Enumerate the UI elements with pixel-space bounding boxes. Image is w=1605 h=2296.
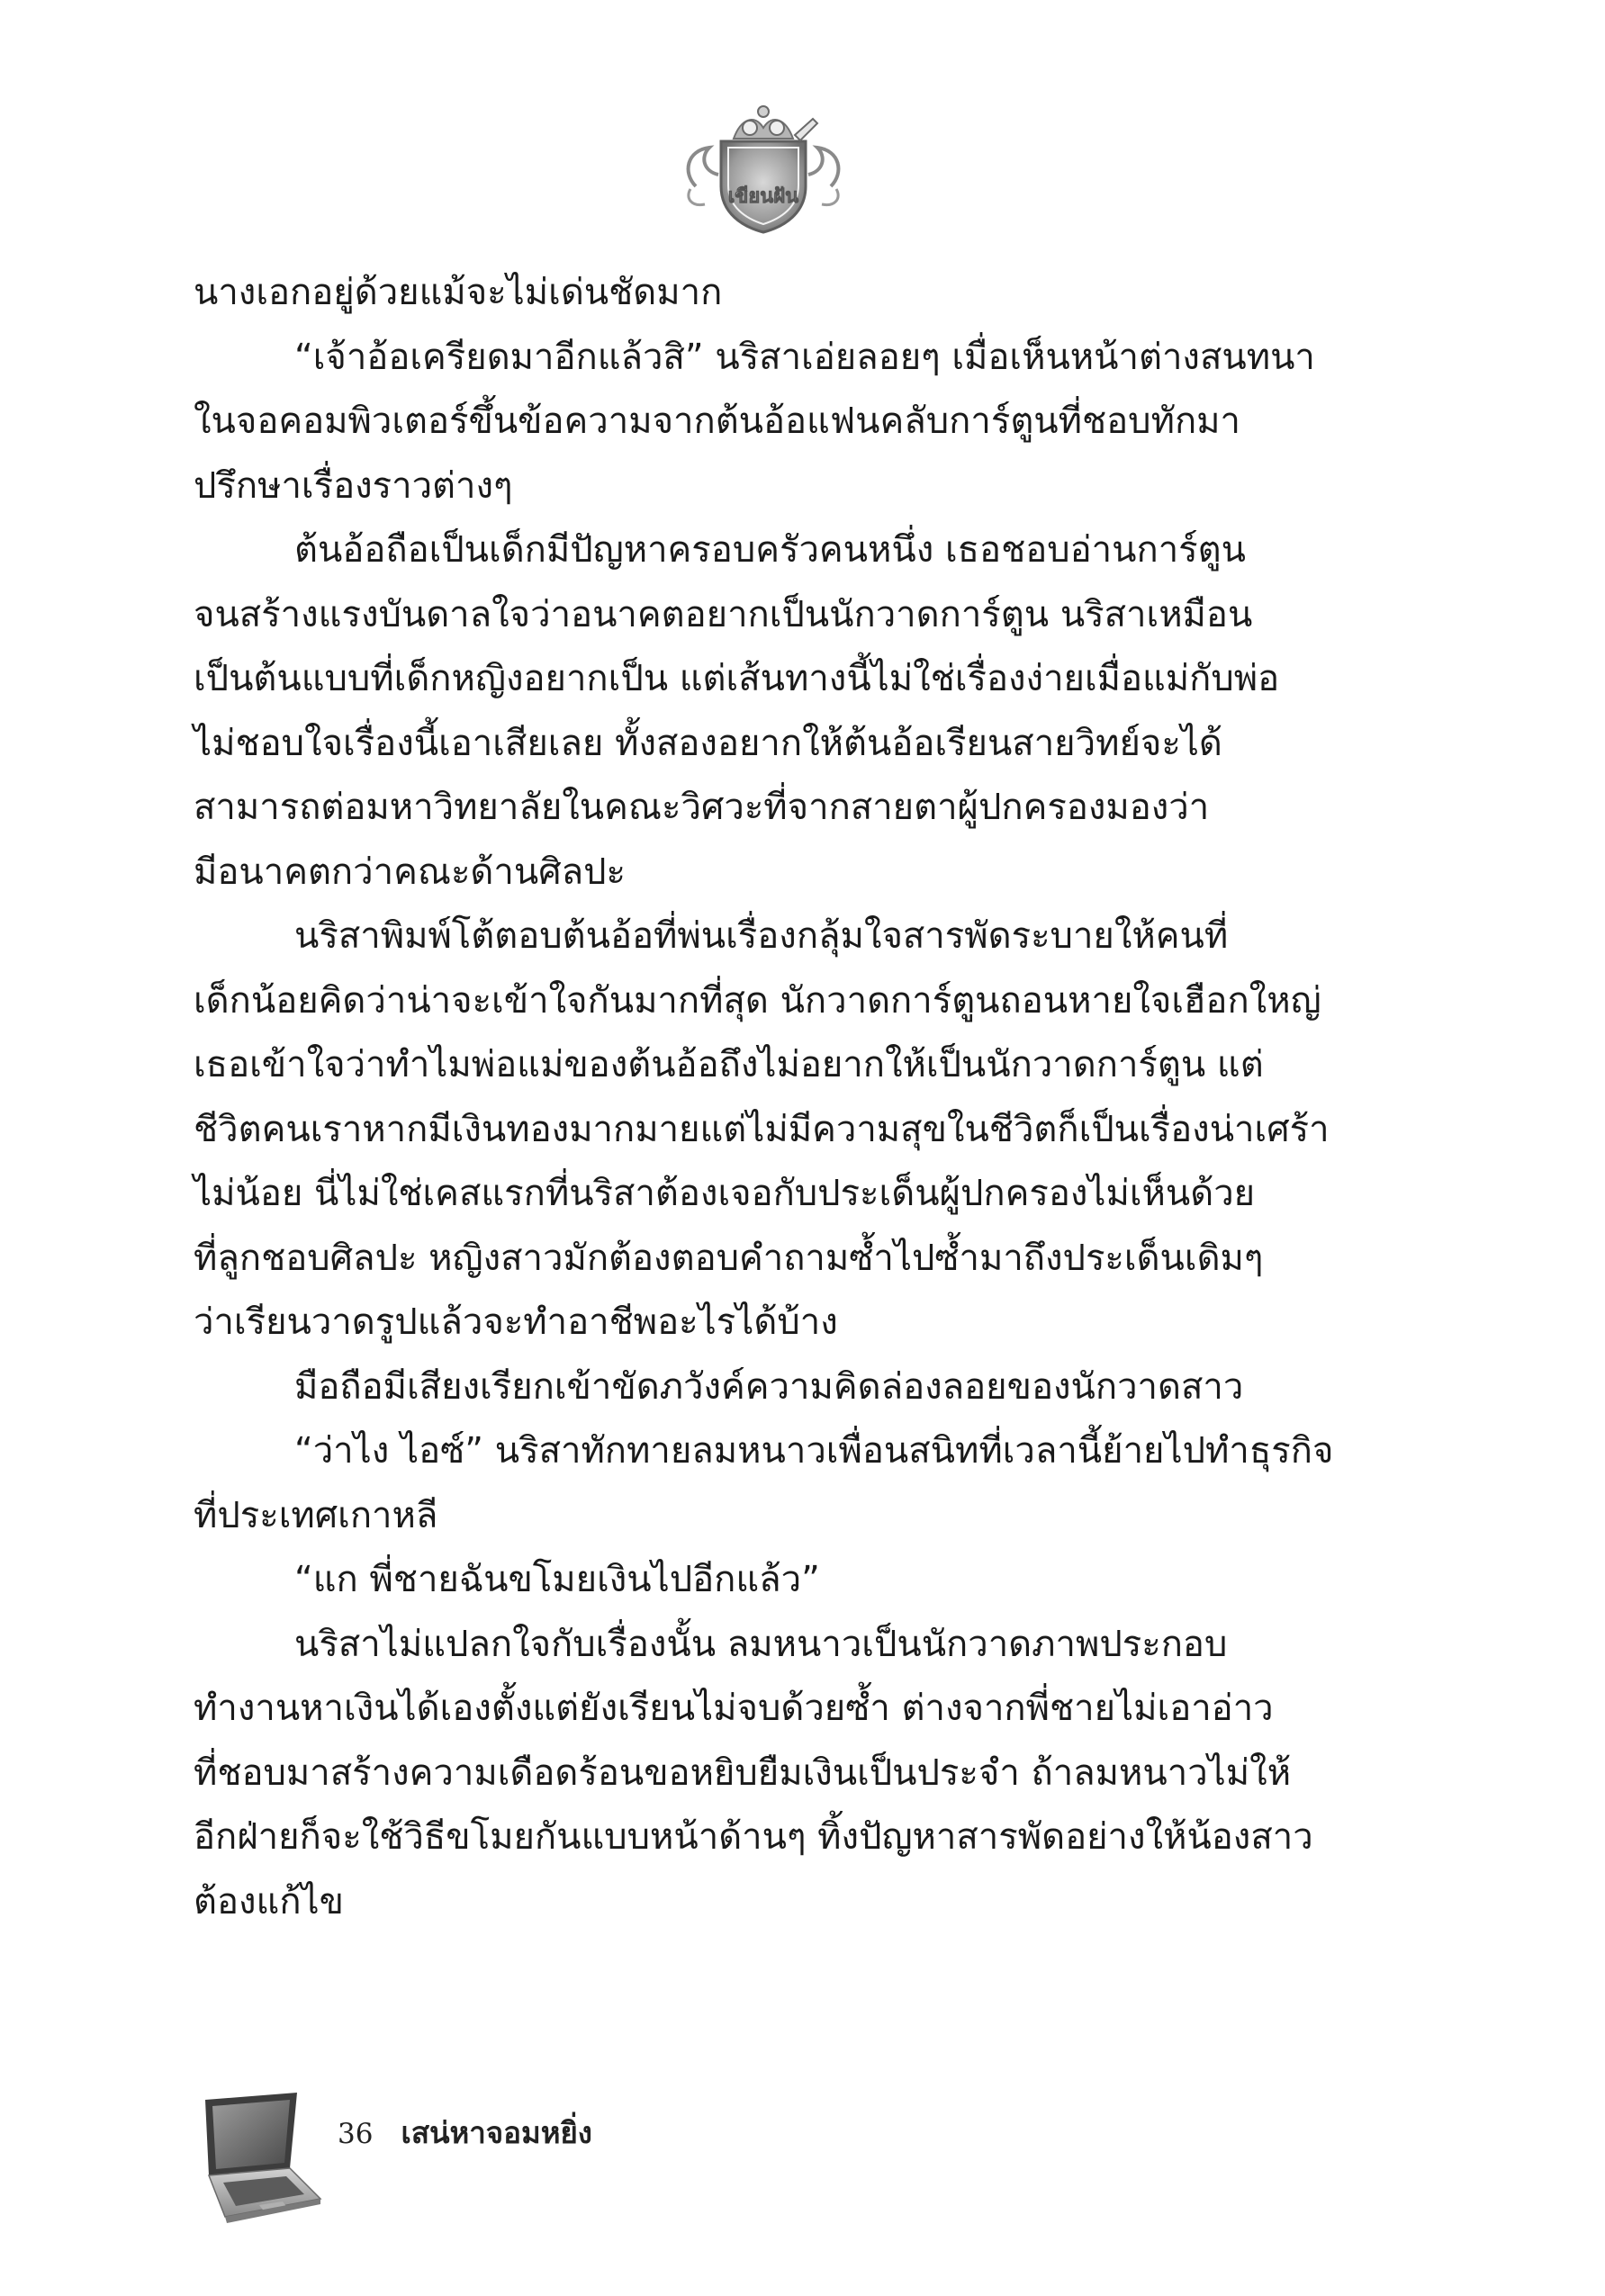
text-line: ทำงานหาเงินได้เองตั้งแต่ยังเรียนไม่จบด้วยซ้ำ ต่างจากพี่ชายไม่เอาอ่าว <box>194 1688 1274 1729</box>
text-line: มีอนาคตกว่าคณะด้านศิลปะ <box>194 851 626 893</box>
text-line: จนสร้างแรงบันดาลใจว่าอนาคตอยากเป็นนักวาดการ์ตูน นริสาเหมือน <box>194 593 1253 635</box>
text-line: นริสาพิมพ์โต้ตอบต้นอ้อที่พ่นเรื่องกลุ้มใจสารพัดระบายให้คนที่ <box>294 915 1229 957</box>
text-line: ไม่ชอบใจเรื่องนี้เอาเสียเลย ทั้งสองอยากให้ต้นอ้อเรียนสายวิทย์จะได้ <box>194 722 1222 764</box>
text-line: ปรึกษาเรื่องราวต่างๆ <box>194 464 513 507</box>
text-line: ที่ลูกชอบศิลปะ หญิงสาวมักต้องตอบคำถามซ้ำไปซ้ำมาถึงประเด็นเดิมๆ <box>194 1237 1264 1279</box>
page-number: 36 <box>338 2118 374 2150</box>
text-line: ต้องแก้ไข <box>194 1880 344 1922</box>
text-line: อีกฝ่ายก็จะใช้วิธีขโมยกันแบบหน้าด้านๆ ทิ้งปัญหาสารพัดอย่างให้น้องสาว <box>194 1816 1313 1858</box>
laptop-icon <box>189 2093 322 2228</box>
text-line: “ว่าไง ไอซ์” นริสาทักทายลมหนาวเพื่อนสนิทที่เวลานี้ย้ายไปทำธุรกิจ <box>294 1430 1334 1472</box>
text-line: ที่ชอบมาสร้างความเดือดร้อนขอหยิบยืมเงินเป็นประจำ ถ้าลมหนาวไม่ให้ <box>194 1751 1292 1794</box>
crest-emblem <box>678 101 849 236</box>
text-line: ต้นอ้อถือเป็นเด็กมีปัญหาครอบครัวคนหนึ่ง เธอชอบอ่านการ์ตูน <box>294 529 1246 571</box>
text-line: เธอเข้าใจว่าทำไมพ่อแม่ของต้นอ้อถึงไม่อยากให้เป็นนักวาดการ์ตูน แต่ <box>194 1044 1264 1085</box>
text-line: “เจ้าอ้อเครียดมาอีกแล้วสิ” นริสาเอ่ยลอยๆ เมื่อเห็นหน้าต่างสนทนา <box>294 336 1315 378</box>
text-line: ชีวิตคนเราหากมีเงินทองมากมายแต่ไม่มีความสุขในชีวิตก็เป็นเรื่องน่าเศร้า <box>194 1108 1330 1150</box>
text-line: เด็กน้อยคิดว่าน่าจะเข้าใจกันมากที่สุด นักวาดการ์ตูนถอนหายใจเฮือกใหญ่ <box>194 979 1321 1022</box>
running-title: เสน่หาจอมหยิ่ง <box>401 2115 592 2150</box>
svg-text:เขียนฝัน: เขียนฝัน <box>727 185 799 208</box>
page-footer <box>338 2111 592 2156</box>
text-line: ที่ประเทศเกาหลี <box>194 1494 438 1536</box>
text-line: เป็นต้นแบบที่เด็กหญิงอยากเป็น แต่เส้นทางนี้ไม่ใช่เรื่องง่ายเมื่อแม่กับพ่อ <box>194 658 1280 699</box>
text-line: นริสาไม่แปลกใจกับเรื่องนั้น ลมหนาวเป็นนักวาดภาพประกอบ <box>294 1623 1228 1665</box>
text-line: “แก พี่ชายฉันขโมยเงินไปอีกแล้ว” <box>294 1559 820 1600</box>
body-text <box>194 261 1339 1934</box>
text-line: มือถือมีเสียงเรียกเข้าขัดภวังค์ความคิดล่องลอยของนักวาดสาว <box>294 1365 1244 1408</box>
text-line: นางเอกอยู่ด้วยแม้จะไม่เด่นชัดมาก <box>194 272 723 313</box>
text-line: ว่าเรียนวาดรูปแล้วจะทำอาชีพอะไรได้บ้าง <box>194 1301 838 1343</box>
text-line: สามารถต่อมหาวิทยาลัยในคณะวิศวะที่จากสายตาผู้ปกครองมองว่า <box>194 787 1210 828</box>
text-line: ในจอคอมพิวเตอร์ขึ้นข้อความจากต้นอ้อแฟนคลับการ์ตูนที่ชอบทักมา <box>194 401 1240 442</box>
text-line: ไม่น้อย นี่ไม่ใช่เคสแรกที่นริสาต้องเจอกับประเด็นผู้ปกครองไม่เห็นด้วย <box>194 1173 1256 1214</box>
